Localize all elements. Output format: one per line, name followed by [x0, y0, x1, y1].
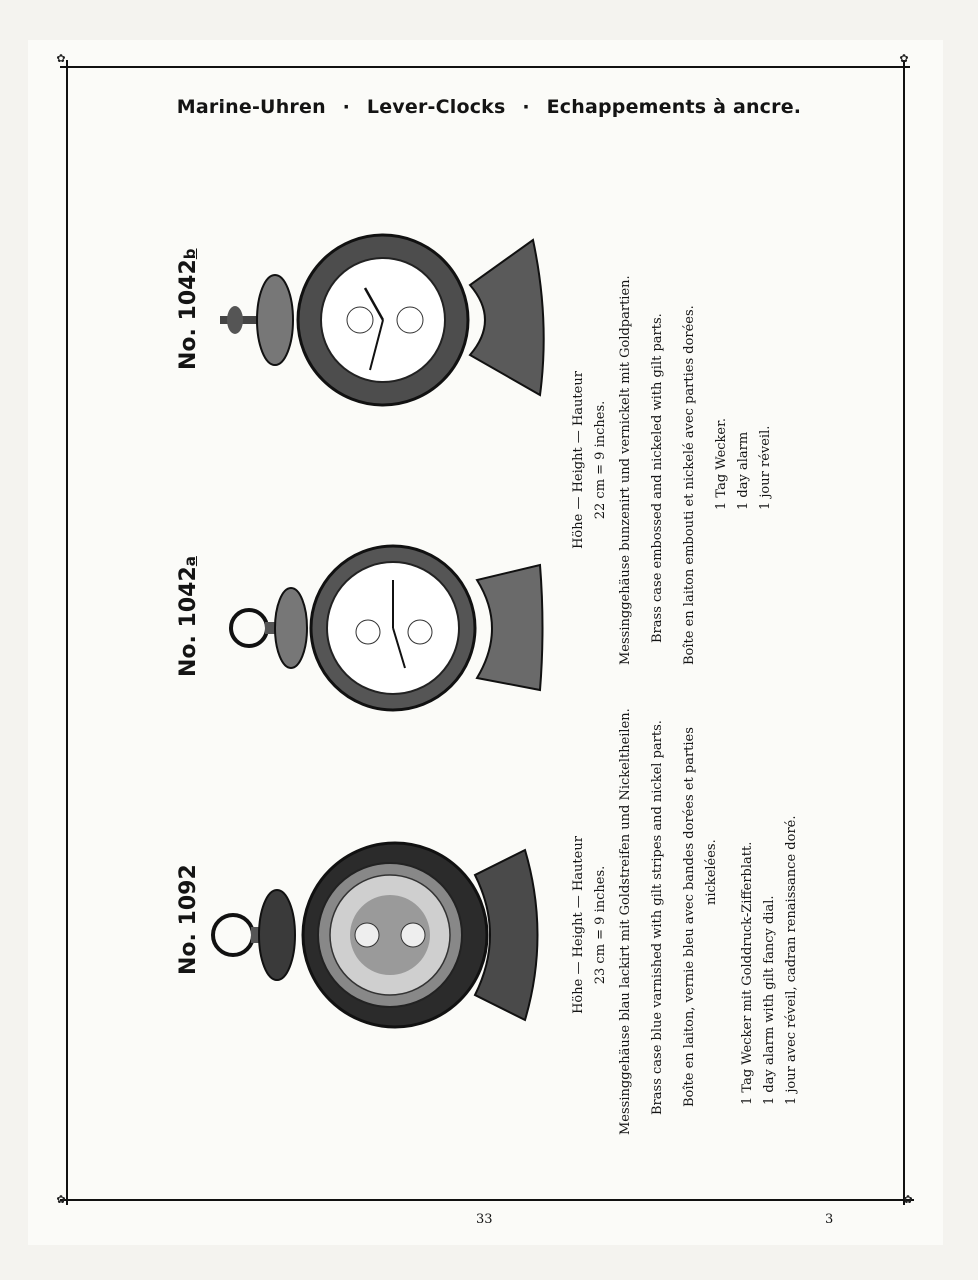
- model-number-1042a: No. 1042a: [176, 556, 201, 677]
- page-number-right: 3: [825, 1212, 834, 1227]
- frame-right-rule: [903, 60, 905, 1205]
- model-number-1042b: No. 1042b: [176, 248, 201, 370]
- clock-1042b-illustration: [215, 230, 550, 410]
- heading-german: Marine-Uhren: [176, 96, 326, 118]
- corner-ornament-icon: ✿: [899, 52, 909, 65]
- description-1092: Messinggehäuse blau lackirt mit Goldstreifen und Nickeltheilen. Brass case blue varnished with gilt stripes and nickel parts. Boîte en laiton, vernie bleu avec bandes dorées et parties nickelées. 1 Tag Wecker mit Golddruck-Zifferblatt. 1 day alarm with gilt fancy dial. 1 jour avec réveil, cadran renaissance doré.: [618, 708, 799, 1135]
- clock-1042a-illustration: [225, 540, 550, 715]
- frame-left-rule: [66, 60, 68, 1205]
- spec-height-1092: Höhe — Height — Hauteur 23 cm = 9 inches.: [571, 836, 608, 1014]
- spec-height-1042b: Höhe — Height — Hauteur 22 cm = 9 inches.: [571, 371, 608, 549]
- frame-bottom-rule: [60, 1199, 914, 1201]
- frame-top-rule: [60, 66, 910, 68]
- heading-english: Lever-Clocks: [366, 96, 506, 118]
- heading-separator: ·: [342, 96, 351, 118]
- corner-ornament-icon: ✿: [56, 52, 66, 65]
- catalog-heading: [0, 96, 978, 118]
- heading-separator: ·: [522, 96, 530, 118]
- description-1042b: Messinggehäuse bunzenirt und vernickelt mit Goldpartien. Brass case embossed and nickeled with gilt parts. Boîte en laiton embouti et nickelé avec parties dorées. 1 Tag Wecker. 1 day alarm 1 jour réveil.: [618, 275, 773, 665]
- model-number-1092: No. 1092: [176, 864, 201, 975]
- corner-ornament-icon: ✿: [56, 1193, 66, 1206]
- heading-french: Echappements à ancre.: [546, 96, 802, 118]
- corner-ornament-icon: ✿: [903, 1193, 913, 1206]
- clock-1092-illustration: [205, 835, 555, 1030]
- page-number-center: 33: [476, 1212, 493, 1227]
